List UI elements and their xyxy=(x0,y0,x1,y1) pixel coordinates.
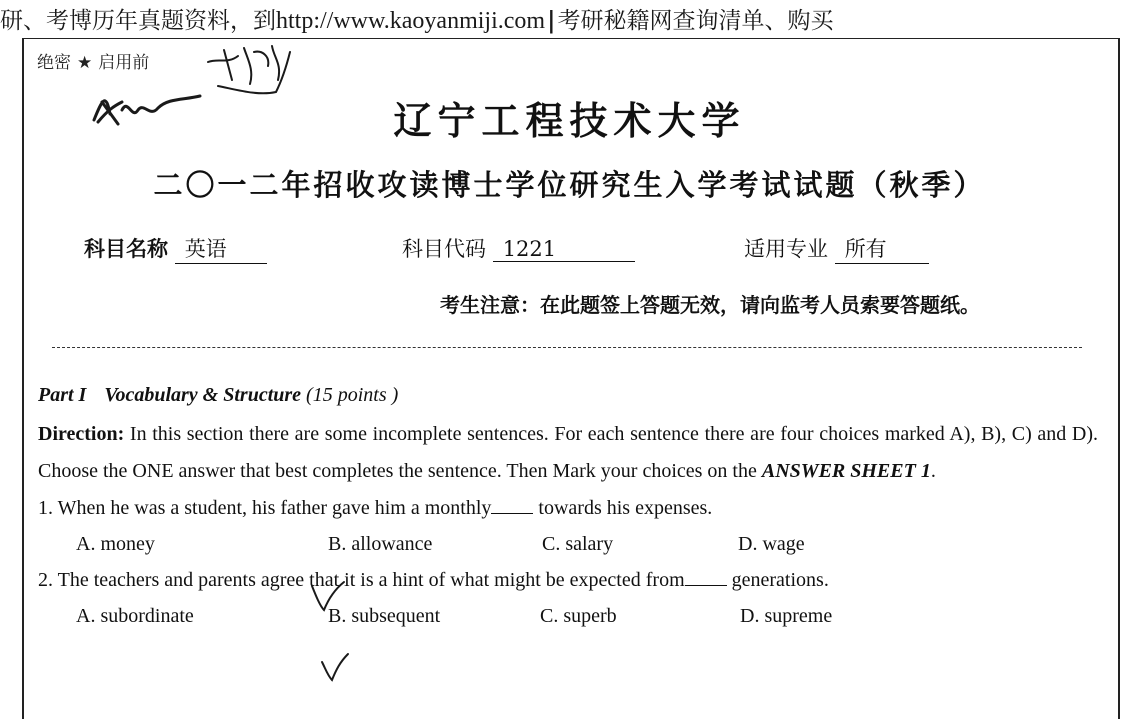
code-field xyxy=(402,233,635,263)
option-2b: B. subsequent xyxy=(328,605,441,627)
star-icon: ★ xyxy=(77,53,93,73)
answer-sheet-label: ANSWER SHEET 1 xyxy=(761,460,931,482)
subject-value: 英语 xyxy=(175,233,267,264)
question-1-tail: towards his expenses. xyxy=(533,497,713,519)
part-heading xyxy=(38,380,1098,410)
direction-paragraph xyxy=(38,416,1098,490)
option-2c: C. superb xyxy=(540,605,617,627)
direction-label: Direction: xyxy=(38,423,125,445)
university-name: 辽宁工程技术大学 xyxy=(393,98,746,143)
banner-separator: | xyxy=(547,7,556,34)
question-2-options xyxy=(38,598,1098,634)
question-2-stem xyxy=(38,562,1098,598)
part-subtitle: Vocabulary & Structure xyxy=(104,384,302,406)
option-1d: D. wage xyxy=(738,533,805,555)
subject-field xyxy=(84,233,267,264)
banner-url-link[interactable]: http://www.kaoyanmiji.com xyxy=(276,8,546,34)
direction-text: In this section there are some incomplete sentences. For each sentence there are four choices marked A), B), C) and D). Choose the ONE answer that best completes the sentence. Then Mark your choices on the xyxy=(38,423,1098,482)
option-1a: A. money xyxy=(76,533,155,555)
major-label: 适用专业 xyxy=(744,237,828,261)
answer-blank xyxy=(491,499,533,514)
option-1b: B. allowance xyxy=(328,533,433,555)
dashed-divider xyxy=(52,347,1082,348)
question-1-text: 1. When he was a student, his father gave him a monthly xyxy=(38,497,492,519)
option-2a: A. subordinate xyxy=(76,605,194,627)
top-banner xyxy=(0,6,1139,36)
secret-label: 绝密 xyxy=(37,53,71,73)
question-1-options xyxy=(38,526,1098,562)
exam-notice: 考生注意：在此题签上答题无效，请向监考人员索要答题纸。 xyxy=(440,293,980,317)
code-value: 1221 xyxy=(493,237,635,262)
before-use-label: 启用前 xyxy=(98,53,150,73)
subject-label: 科目名称 xyxy=(84,237,168,261)
part-title: Part I xyxy=(38,384,87,406)
question-2-tail: generations. xyxy=(726,569,829,591)
major-value: 所有 xyxy=(835,233,929,264)
exam-title: 二〇一二年招收攻读博士学位研究生入学考试试题（秋季） xyxy=(153,168,986,202)
secret-marker xyxy=(37,52,149,74)
option-1c: C. salary xyxy=(542,533,614,555)
code-label: 科目代码 xyxy=(402,237,486,261)
question-2-text: 2. The teachers and parents agree that it is a hint of what might be expected from xyxy=(38,569,685,591)
banner-suffix: 考研秘籍网查询清单、购买 xyxy=(557,8,834,34)
question-1-stem xyxy=(38,490,1098,526)
part-one-section xyxy=(38,380,1098,634)
major-field xyxy=(744,233,929,264)
answer-blank xyxy=(685,571,727,586)
banner-prefix: 研、考博历年真题资料，到 xyxy=(0,8,276,34)
direction-end: . xyxy=(930,460,936,482)
part-points: (15 points ) xyxy=(306,384,399,406)
option-2d: D. supreme xyxy=(740,605,833,627)
